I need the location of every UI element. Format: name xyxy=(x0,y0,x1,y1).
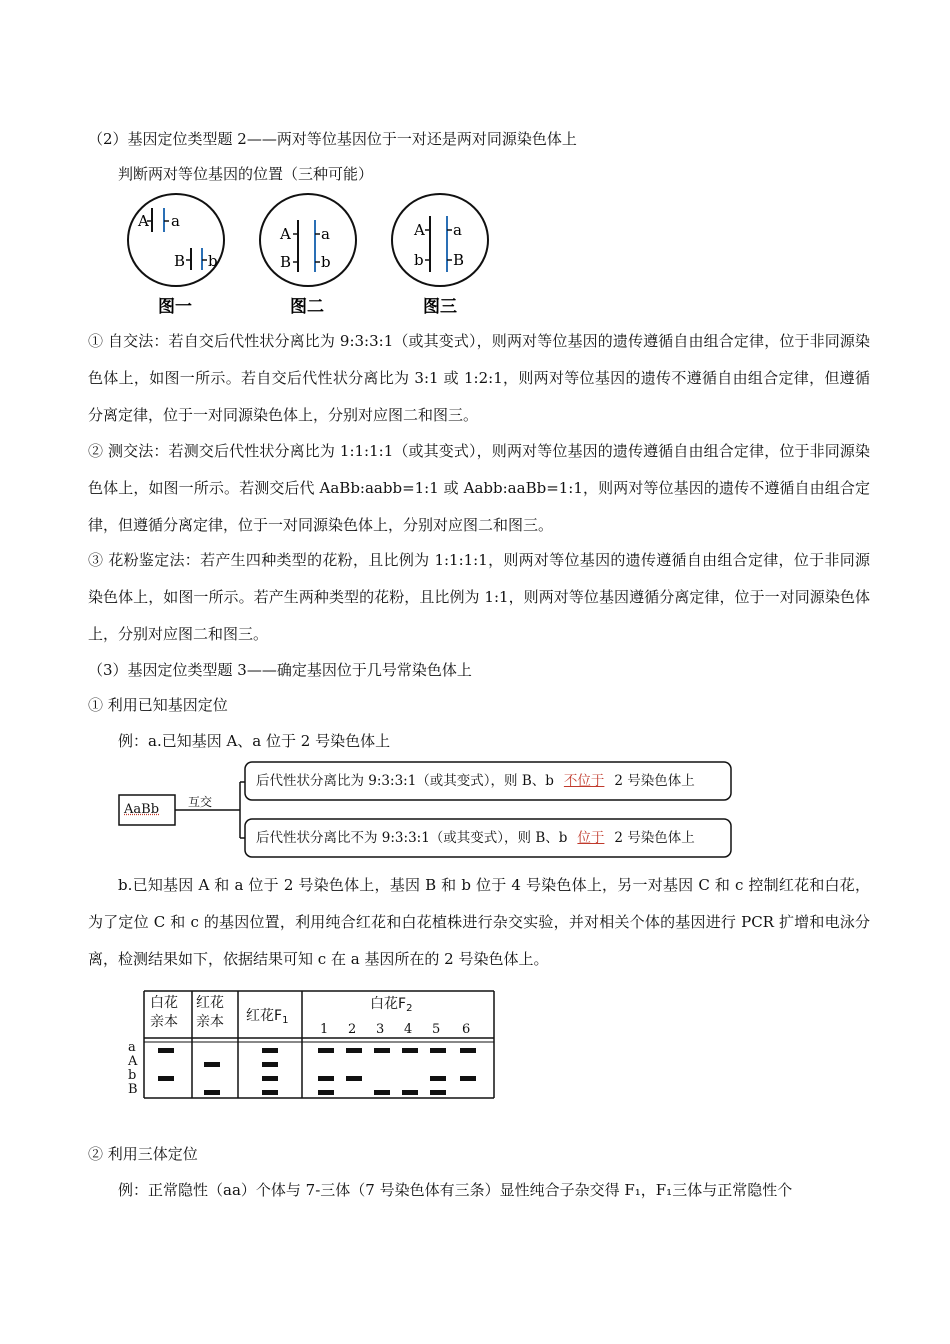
flow-box-2-post: 2 号染色体上 xyxy=(614,830,695,846)
chromosome-figures xyxy=(118,190,508,320)
gel-col-f2-sub: 2 xyxy=(406,1003,413,1014)
fig3-gene-A: A xyxy=(414,221,425,239)
flow-box-1-post: 2 号染色体上 xyxy=(614,773,695,789)
gel-band xyxy=(402,1090,418,1095)
fig1-gene-A: A xyxy=(138,212,149,230)
gel-row-label: A xyxy=(128,1054,138,1069)
fig1-caption: 图一 xyxy=(158,297,192,317)
fig3-gene-b: b xyxy=(414,251,424,269)
gel-row-label: B xyxy=(128,1082,138,1097)
fig3-caption: 图三 xyxy=(423,297,457,317)
fig1-gene-b: b xyxy=(208,252,218,270)
section3-sub2: ② 利用三体定位 xyxy=(88,1145,198,1163)
flow-box-2 xyxy=(256,828,695,848)
chromosome-figures-svg xyxy=(118,190,508,320)
fig1-gene-B: B xyxy=(174,252,186,270)
gel-band xyxy=(430,1048,446,1053)
gel-col-f2 xyxy=(370,994,412,1014)
arrow-label: 互交 xyxy=(188,795,213,809)
gel-band xyxy=(430,1076,446,1081)
gel-col-f1-sub: 1 xyxy=(282,1015,289,1026)
gel-lane-label: 1 xyxy=(320,1022,329,1037)
section3-title: （3）基因定位类型题 3——确定基因位于几号常染色体上 xyxy=(88,661,472,679)
gel-lane-label: 3 xyxy=(376,1022,385,1037)
gel-lane-label: 6 xyxy=(462,1022,471,1037)
gel-row-label: a xyxy=(128,1040,136,1055)
fig3-gene-a: a xyxy=(453,221,462,239)
gel-band xyxy=(402,1048,418,1053)
flow-diagram xyxy=(118,758,738,864)
fig2-gene-a: a xyxy=(321,225,330,243)
figure-2 xyxy=(260,194,356,317)
fig2-caption: 图二 xyxy=(290,297,324,317)
flow-box-1-pre: 后代性状分离比为 9:3:3:1（或其变式），则 B、b xyxy=(256,773,554,789)
gel-col-red-parent: 红花亲本 xyxy=(196,995,224,1030)
method-pollen: ③ 花粉鉴定法：若产生四种类型的花粉，且比例为 1:1:1:1，则两对等位基因的遗传遵循自由组合定律，位于非同源染色体上，如图一所示。若产生两种类型的花粉，且比例为 1:1，则两对等位基因遵循分离定律，位于一对同源染色体上，分别对应图二和图三。 xyxy=(88,551,870,643)
figure-3 xyxy=(392,194,488,317)
fig1-gene-a: a xyxy=(171,212,180,230)
gel-col-f2-label: 白花F xyxy=(370,996,407,1012)
gel-col-f1 xyxy=(246,1006,288,1026)
gel-row-label: b xyxy=(128,1068,137,1083)
fig2-gene-A: A xyxy=(280,225,291,243)
fig2-gene-B: B xyxy=(280,253,292,271)
flow-box-2-pre: 后代性状分离比不为 9:3:3:1（或其变式），则 B、b xyxy=(256,830,568,846)
method-testcross: ② 测交法：若测交后代性状分离比为 1:1:1:1（或其变式），则两对等位基因的遗传遵循自由组合定律，位于非同源染色体上，如图一所示。若测交后代 AaBb:aabb=1:1 或 Aabb:aaBb=1:1，则两对等位基因的遗传不遵循自由组合定律，但遵循分离定律，位于一对同源染色体上，分别对应图二和图三。 xyxy=(88,442,870,534)
fig3-gene-B: B xyxy=(453,251,465,269)
section3-sub1: ① 利用已知基因定位 xyxy=(88,696,228,714)
gel-band xyxy=(318,1048,334,1053)
flow-box-2-answer: 位于 xyxy=(577,830,605,846)
example-a: 例：a.已知基因 A、a 位于 2 号染色体上 xyxy=(118,732,391,750)
genotype-label: AaBb xyxy=(124,802,160,817)
gel-band xyxy=(158,1048,174,1053)
gel-band xyxy=(430,1090,446,1095)
gel-band xyxy=(318,1090,334,1095)
gel-band xyxy=(204,1090,220,1095)
example-b: b.已知基因 A 和 a 位于 2 号染色体上，基因 B 和 b 位于 4 号染色体上，另一对基因 C 和 c 控制红花和白花，为了定位 C 和 c 的基因位置，利用纯合红花和白花植株进行杂交实验，并对相关个体的基因进行 PCR 扩增和电泳分离，检测结果如下，依据结果可知 c 在 a 基因所在的 2 号染色体上。 xyxy=(88,876,870,968)
gel-band xyxy=(346,1076,362,1081)
gel-col-white-parent: 白花亲本 xyxy=(150,995,178,1030)
section2-subtitle: 判断两对等位基因的位置（三种可能） xyxy=(118,165,374,183)
section2-title: （2）基因定位类型题 2——两对等位基因位于一对还是两对同源染色体上 xyxy=(88,130,577,148)
gel-band xyxy=(262,1048,278,1053)
gel-figure xyxy=(124,988,496,1106)
trisomy-example: 例：正常隐性（aa）个体与 7-三体（7 号染色体有三条）显性纯合子杂交得 F₁，F₁三体与正常隐性个 xyxy=(118,1181,793,1199)
fig2-gene-b: b xyxy=(321,253,331,271)
figure-1 xyxy=(128,194,224,317)
flow-box-1 xyxy=(256,771,695,791)
gel-band xyxy=(204,1062,220,1067)
gel-lane-label: 4 xyxy=(404,1022,413,1037)
gel-band xyxy=(460,1048,476,1053)
gel-band xyxy=(460,1076,476,1081)
gel-band xyxy=(318,1076,334,1081)
gel-lane-label: 2 xyxy=(348,1022,357,1037)
gel-band xyxy=(262,1090,278,1095)
gel-band xyxy=(374,1090,390,1095)
gel-band xyxy=(374,1048,390,1053)
gel-lane-label: 5 xyxy=(432,1022,441,1037)
gel-band xyxy=(262,1076,278,1081)
flow-box-1-answer: 不位于 xyxy=(563,773,605,789)
gel-band xyxy=(158,1076,174,1081)
method-selfing: ① 自交法：若自交后代性状分离比为 9:3:3:1（或其变式），则两对等位基因的遗传遵循自由组合定律，位于非同源染色体上，如图一所示。若自交后代性状分离比为 3:1 或 1:2:1，则两对等位基因的遗传不遵循自由组合定律，但遵循分离定律，位于一对同源染色体上，分别对应图二和图三。 xyxy=(88,332,870,424)
gel-band xyxy=(262,1062,278,1067)
gel-band xyxy=(346,1048,362,1053)
gel-col-f1-label: 红花F xyxy=(246,1008,283,1024)
